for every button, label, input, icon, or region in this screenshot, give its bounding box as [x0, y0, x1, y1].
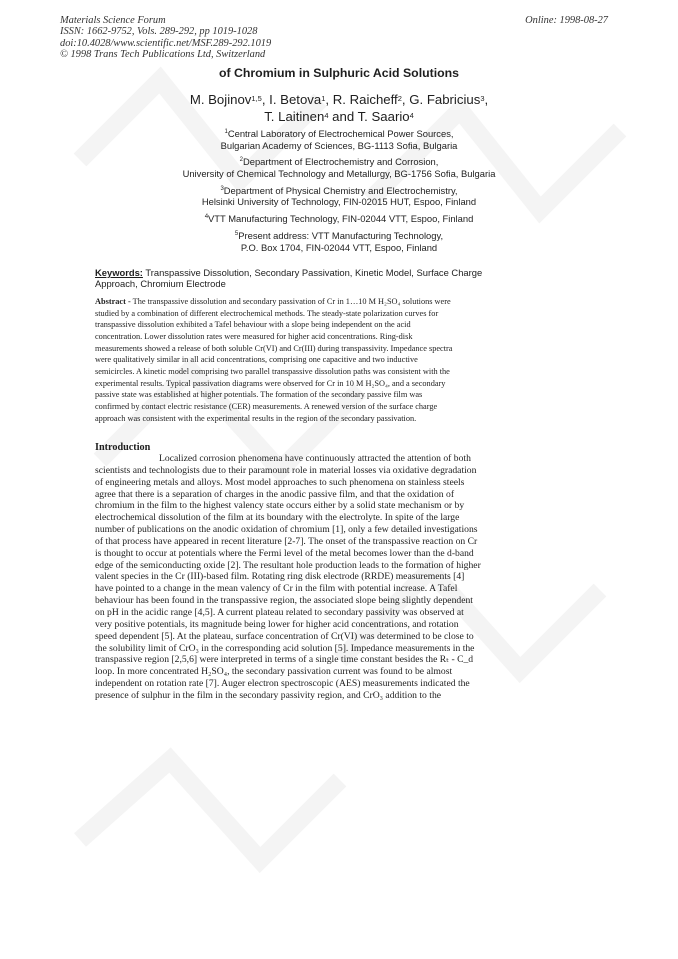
- abstract-line: measurements showed a release of both soluble Cr(VI) and Cr(III) during transpassivity. Impedance spectra: [95, 343, 453, 353]
- introduction-body: [95, 453, 540, 702]
- author-affil-sup: 4: [409, 111, 414, 120]
- abstract-line: semicircles. A kinetic model comprising two parallel transpassive dissolution paths was consistent with the: [95, 366, 450, 376]
- affiliation-line: Department of Physical Chemistry and Electrochemistry,: [223, 184, 458, 196]
- keywords-label: Keywords:: [95, 267, 143, 278]
- author-separator: ,: [484, 92, 489, 107]
- abstract-line: studied by a combination of different electrochemical methods. The steady-state polarization curves for: [95, 308, 439, 318]
- abstract-line: concentration. Lower dissolution rates were measured for higher acid concentrations. Ring-disk: [95, 331, 413, 341]
- keywords-block: [95, 267, 545, 289]
- intro-line: have pointed to a change in the mean valency of Cr in the film with potential increase. A Tafel: [95, 583, 458, 595]
- author-affil-sup: 4: [324, 111, 329, 120]
- affiliation-line: VTT Manufacturing Technology, FIN-02044 VTT, Espoo, Finland: [208, 213, 474, 225]
- author-name: M. Bojinov: [189, 92, 252, 107]
- keywords-text: Approach, Chromium Electrode: [95, 278, 226, 289]
- intro-line: of that process have appeared in recent literature [2-7]. The onset of the transpassive reaction on Cr: [95, 535, 478, 547]
- intro-line: loop. In more concentrated H₂SO₄, the secondary passivation current was found to be almost: [95, 666, 453, 678]
- author-list: [0, 91, 678, 125]
- intro-line: electrochemical dissolution of the film at its boundary with the electrolyte. In spite of the large: [95, 512, 460, 524]
- abstract-line: experimental results. Typical passivation diagrams were observed for Cr in 10 M H₂SO₄, and a secondary: [95, 378, 446, 388]
- affiliation-sup: 1: [224, 129, 228, 135]
- doi-line: doi:10.4028/www.scientific.net/MSF.289-292.1019: [60, 37, 272, 49]
- author-name: R. Raicheff: [332, 92, 398, 107]
- intro-line: chromium in the film to the highest valency state occurs either by a solid state mechanism or by: [95, 500, 465, 512]
- affiliation-line: University of Chemical Technology and Metallurgy, BG-1756 Sofia, Bulgaria: [182, 167, 496, 179]
- affiliation-3: [0, 185, 678, 208]
- intro-line: of engineering metals and alloys. Most model approaches to such phenomena on stainless steels: [95, 476, 465, 488]
- affiliation-5: [0, 230, 678, 253]
- author-line-1: [0, 91, 678, 108]
- author-line-2: [0, 108, 678, 125]
- abstract-line: were qualitatively similar in all acid concentrations, comprising one capacitive and two inductive: [95, 355, 418, 365]
- abstract-label: Abstract -: [95, 297, 131, 306]
- intro-line: presence of sulphur in the film in the secondary passivity region, and CrO₃ addition to the: [95, 689, 442, 701]
- intro-line: Localized corrosion phenomena have continuously attracted the attention of both: [159, 453, 471, 464]
- author-separator: ,: [401, 92, 410, 107]
- affiliation-1: [0, 128, 678, 151]
- intro-line: speed dependent [5]. At the plateau, surface concentration of Cr(VI) was determined to be close to: [95, 630, 474, 642]
- abstract-line: confirmed by contact electric resistance (CER) measurements. A renewed version of the surface charge: [95, 401, 438, 411]
- affiliation-sup: 4: [204, 214, 209, 221]
- affiliation-list: [0, 128, 678, 258]
- affiliation-4: [0, 213, 678, 225]
- abstract-line: approach was consistent with the experimental results in the region of the secondary passivation.: [95, 413, 417, 423]
- author-affil-sup: 2: [397, 94, 402, 103]
- affiliation-line: Central Laboratory of Electrochemical Power Sources,: [227, 128, 454, 139]
- author-affil-sup: 1,5: [251, 94, 262, 103]
- abstract-line: The transpassive dissolution and secondary passivation of Cr in 1…10 M H₂SO₄ solutions were: [130, 297, 451, 306]
- intro-line: transpassive region [2,5,6] were interpreted in terms of a single time constant besides the Rₜ - C_d: [95, 654, 474, 666]
- affiliation-line: Bulgarian Academy of Sciences, BG-1113 Sofia, Bulgaria: [220, 139, 458, 151]
- copyright-line: © 1998 Trans Tech Publications Ltd, Switzerland: [60, 48, 266, 60]
- author-name: T. Saario: [357, 109, 410, 124]
- intro-line: number of publications on the anodic oxidation of chromium [1], only a few detailed investigations: [95, 524, 478, 536]
- intro-line: the solubility limit of CrO₃ in the corresponding acid solution [5]. Impedance measurements in the: [95, 642, 475, 654]
- intro-line: edge of the semiconducting oxide [2]. The resultant hole production leads to the formation of higher: [95, 559, 481, 571]
- author-separator: ,: [325, 92, 333, 107]
- author-separator: ,: [261, 92, 270, 107]
- paper-title: of Chromium in Sulphuric Acid Solutions: [218, 66, 459, 80]
- issn-line: ISSN: 1662-9752, Vols. 289-292, pp 1019-1028: [60, 26, 258, 38]
- affiliation-sup: 2: [239, 157, 243, 164]
- affiliation-sup: 5: [234, 230, 239, 237]
- intro-line: independent on rotation rate [7]. Auger electron spectroscopic (AES) measurements indicated the: [95, 678, 470, 690]
- journal-header: [60, 15, 271, 60]
- introduction-heading: Introduction: [95, 442, 151, 453]
- intro-line: valent species in the Cr (III)-based film. Rotating ring disk electrode (RRDE) measurements [4]: [95, 571, 465, 583]
- affiliation-line: Present address: VTT Manufacturing Technology,: [238, 229, 444, 241]
- affiliation-sup: 3: [220, 185, 224, 192]
- affiliation-line: Department of Electrochemistry and Corrosion,: [242, 156, 439, 168]
- intro-line: behaviour has been found in the transpassive region, the associated slope being slightly dependent: [95, 595, 473, 607]
- author-affil-sup: 3: [480, 94, 485, 103]
- journal-name: Materials Science Forum: [60, 15, 166, 26]
- author-name: G. Fabricius: [409, 92, 481, 107]
- intro-line: very positive potentials, its magnitude being lower for higher acid concentrations, and rotation: [95, 618, 459, 630]
- author-separator: and: [328, 109, 358, 124]
- affiliation-line: Helsinki University of Technology, FIN-02015 HUT, Espoo, Finland: [201, 196, 477, 208]
- intro-line: scientists and technologists due to their paramount role in material losses via oxidative degradation: [95, 464, 477, 476]
- online-date: Online: 1998-08-27: [525, 15, 608, 26]
- intro-line: agree that there is a separation of charges in the anodic passive film, and that the oxidation of: [95, 488, 455, 500]
- author-name: T. Laitinen: [264, 109, 325, 124]
- author-name: I. Betova: [269, 92, 322, 107]
- intro-line: is thought to occur at potentials where the Fermi level of the metal becomes lower than the d-band: [95, 547, 474, 559]
- abstract-line: transpassive dissolution exhibited a Tafel behaviour with a slope being independent on the acid: [95, 320, 411, 330]
- affiliation-2: [0, 156, 678, 179]
- abstract-block: [95, 296, 540, 424]
- abstract-line: passive state was established at higher potentials. The formation of the secondary passive film was: [95, 390, 423, 400]
- affiliation-line: P.O. Box 1704, FIN-02044 VTT, Espoo, Finland: [240, 241, 438, 253]
- keywords-text: Transpassive Dissolution, Secondary Passivation, Kinetic Model, Surface Charge: [142, 267, 483, 278]
- author-affil-sup: 1: [321, 94, 326, 103]
- intro-line: on pH in the acidic range [4,5]. A current plateau related to secondary passivity was observed at: [95, 606, 464, 618]
